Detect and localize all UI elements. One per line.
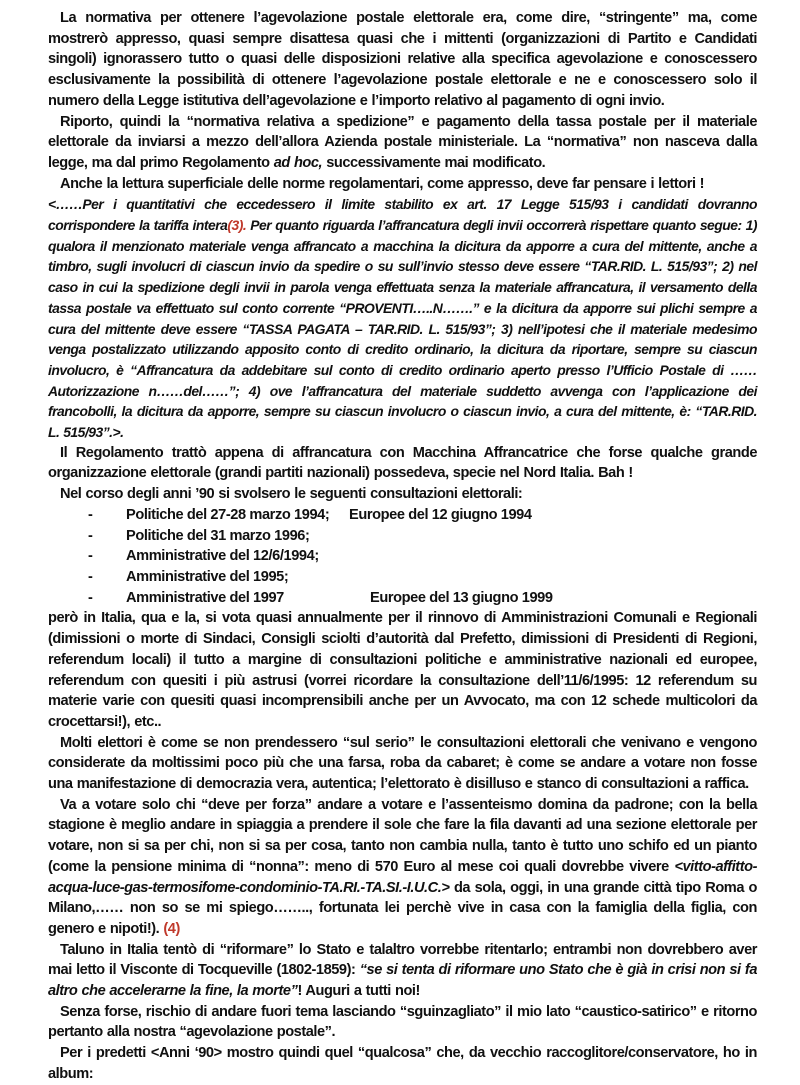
bullet-dash: -: [88, 568, 93, 585]
paragraph-album: Per i predetti <Anni ‘90> mostro quindi quel “qualcosa” che, da vecchio raccoglitore/conservatore, ho in album:: [48, 1045, 757, 1082]
election-left: Amministrative del 1997: [126, 589, 284, 606]
paragraph-italia: però in Italia, qua e la, si vota quasi annualmente per il rinnovo di Amministrazioni Comunali e Regionali (dimissioni o morte di Sindaci, Consigli sciolti d’autorità dal Prefetto, dimissioni di Presidenti di Regioni, referendum locali) il tutto a margine di consultazioni politiche e amministrative nazionali ed europee, referendum con quesiti i più astrusi (vorrei ricordare la consultazione dell’11/6/1995: 12 referendum su materie varie con quesiti quasi incomprensibili anche per un Avvocato, ma con 12 schede multicolori da crocettarsi!), etc..: [48, 610, 757, 730]
paragraph-intro: La normativa per ottenere l’agevolazione postale elettorale era, come dire, “stringente” ma, come mostrerò appresso, quasi sempre disattesa quasi che i mittenti (organizzazioni di Partito e Candidati singoli) ignorassero tutto o quasi delle disposizioni relative alla specifica agevolazione e conoscessero esclusivamente la possibilità di ottenere l’agevolazione postale elettorale e ne e conoscessero solo il numero della Legge istitutiva dell’agevolazione e l’importo relativo al pagamento di ogni invio.: [48, 10, 757, 109]
bullet-dash: -: [88, 589, 93, 606]
text: ! Auguri a tutti noi!: [297, 983, 420, 1000]
paragraph-fuori-tema: Senza forse, rischio di andare fuori tema lasciando “sguinzagliato” il mio lato “caustico-satirico” e ritorno pertanto alla nostra “agevolazione postale”.: [48, 1003, 757, 1041]
paragraph-regolamento: Il Regolamento trattò appena di affrancatura con Macchina Affrancatrice che forse qualche grande organizzazione elettorale (grandi partiti nazionali) possedeva, specie nel Nord Italia. Bah !: [48, 444, 757, 482]
election-left: Amministrative del 1995;: [126, 568, 289, 585]
paragraph-tocqueville: [48, 940, 757, 1002]
list-item: [88, 567, 757, 588]
bullet-dash: -: [88, 548, 93, 565]
text: Va a votare solo chi “deve per forza” andare a votare e l’assenteismo domina da padrone; con la bella stagione è meglio andare in spiaggia a prendere il sole che fare la fila davanti ad una sezione elettorale per votare, non si sa per chi, non si sa per cosa, tanto non cambia nulla, tanto è tutto uno schifo ed un pianto (come la pensione minima di “nonna”: meno di 570 Euro al mese coi quali dovrebbe vivere: [48, 796, 757, 875]
italic-text: ad hoc,: [273, 154, 323, 171]
paragraph-normativa: [48, 112, 757, 174]
text: Taluno in Italia tentò di “riformare” lo Stato e talaltro vorrebbe ritentarlo; entrambi non dovrebbero aver mai letto il Visconte di Tocqueville (1802-1859):: [48, 941, 757, 979]
list-item: [88, 588, 757, 609]
footnote-ref-4[interactable]: (4): [163, 920, 180, 937]
bullet-dash: -: [88, 506, 93, 523]
list-item: [88, 505, 757, 526]
list-item: [88, 546, 757, 567]
bullet-dash: -: [88, 527, 93, 544]
paragraph-votare: [48, 795, 757, 940]
election-right: Europee del 12 giugno 1994: [349, 506, 532, 523]
election-left: Politiche del 27-28 marzo 1994;: [126, 506, 330, 523]
elections-list: [48, 505, 757, 609]
quote-text: Per quanto riguarda l’affrancatura degli invii occorrerà rispettare quanto segue: 1) qualora il menzionato materiale venga affrancato a macchina la dicitura da apporre a cura del mittente, anche a timbro, sugli involucri di ciascun invio da spedire o su sull’invio stesso deve essere “TAR.RID. L. 515/93”; 2) nel caso in cui la spedizione degli invii in parola venga effettuata senza la materiale affrancatura, il versamento della tassa postale va effettuato sul conto corrente “PROVENTI…..N…….” e la dicitura da apporre sui plichi sempre a cura del mittente deve essere “TASSA PAGATA – TAR.RID. L. 515/93”; 3) nell’ipotesi che il materiale medesimo venga postalizzato utilizzando apposito conto di credito ordinario, la dicitura da riportare, sempre su ciascun involucro, è “Affrancatura da addebitare sul conto di credito ordinario aperto presso l’Ufficio Postale di ……Autorizzazione n……del……”; 4) ove l’affrancatura del materiale suddetto avvenga con l’applicazione dei francobolli, la dicitura da apporre, sempre su ciascun involucro o ciascun invio, a cura del mittente, è: “TAR.RID. L. 515/93”.>.: [48, 217, 758, 441]
italic-text: <vitto-affitto-acqua-luce-gas-termosifome-condominio-TA.RI.-TA.SI.-I.U.C.>: [48, 858, 757, 896]
footnote-ref-3[interactable]: (3).: [227, 217, 247, 234]
text: successivamente mai modificato.: [322, 154, 546, 171]
paragraph-elettori: Molti elettori è come se non prendessero “sul serio” le consultazioni elettorali che venivano e vengono considerate da moltissimi poco più che una farsa, roba da cabaret; è come se andare a votare non fosse una manifestazione di democrazia vera, autentica; l’elettorato è disilluso e stanco di consultazioni a raffica.: [48, 734, 757, 793]
tocqueville-quote: “se si tenta di riformare uno Stato che è già in crisi non si fa altro che accelerarne la fine, la morte”: [48, 962, 757, 1000]
text: da sola, oggi, in una grande città tipo Roma o Milano,…… non so se mi spiego…….., fortunata lei perchè vive in casa con la famiglia della figlia, con genero e nipoti!).: [48, 879, 757, 937]
paragraph-consultazioni: Nel corso degli anni ’90 si svolsero le seguenti consultazioni elettorali:: [60, 486, 523, 503]
list-item: [88, 526, 757, 547]
text: Riporto, quindi la “normativa relativa a spedizione” e pagamento della tassa postale per il materiale elettorale da inviarsi a mezzo dell’allora Azienda postale ministeriale. La “normativa” non nasceva dalla legge, ma dal primo Regolamento: [48, 113, 757, 171]
election-right: Europee del 13 giugno 1999: [370, 589, 553, 606]
election-left: Politiche del 31 marzo 1996;: [126, 527, 310, 544]
paragraph-lettura: Anche la lettura superficiale delle norme regolamentari, come appresso, deve far pensare i lettori !: [60, 175, 705, 192]
quote-text: <……Per i quantitativi che eccedessero il limite stabilito ex art. 17 Legge 515/93 i candidati dovranno corrispondere la tariffa intera: [48, 196, 757, 234]
regulation-quote: [48, 194, 757, 442]
election-left: Amministrative del 12/6/1994;: [126, 548, 319, 565]
